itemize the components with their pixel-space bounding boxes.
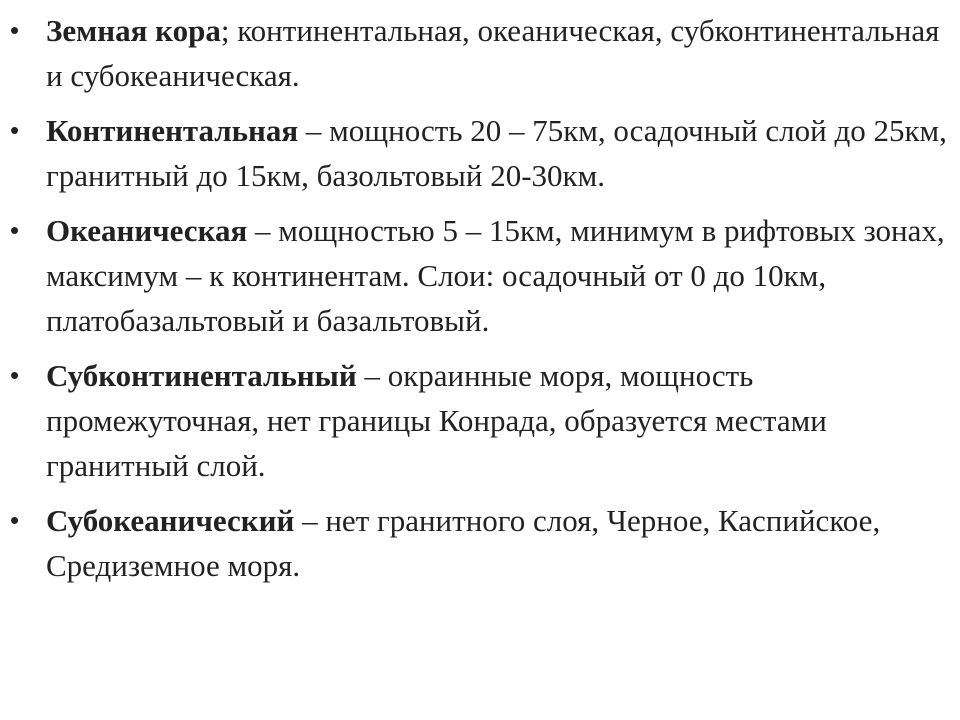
description-continental: – мощность 20 – 75км, осадочный слой до 25км, гранитный до 15км, базольтовый 20-30км. xyxy=(46,113,947,193)
bullet-icon: • xyxy=(10,215,20,245)
description-subcontinental: – окраинные моря, мощность промежуточная, нет границы Конрада, образуется местами гранитный слой. xyxy=(46,358,827,483)
bullet-icon: • xyxy=(10,15,20,45)
term-oceanic: Океаническая xyxy=(46,213,248,248)
term-continental: Континентальная xyxy=(46,113,299,148)
term-suboceanic: Субокеанический xyxy=(46,503,295,538)
bullet-list xyxy=(0,8,960,598)
description-oceanic: – мощностью 5 – 15км, минимум в рифтовых зонах, максимум – к континентам. Слои: осадочный от 0 до 10км, платобазальтовый и базальтовый. xyxy=(46,213,945,338)
term-subcontinental: Субконтинентальный xyxy=(46,358,357,393)
term-earth-crust: Земная кора xyxy=(46,13,221,48)
description-suboceanic: – нет гранитного слоя, Черное, Каспийское, Средиземное моря. xyxy=(46,503,881,583)
bullet-item-earth-crust xyxy=(0,8,960,98)
bullet-icon: • xyxy=(10,115,20,145)
description-earth-crust: ; континентальная, океаническая, субконтинентальная и субокеаническая. xyxy=(46,13,940,93)
bullet-item-suboceanic xyxy=(0,498,960,588)
bullet-item-subcontinental xyxy=(0,353,960,488)
bullet-item-continental xyxy=(0,108,960,198)
bullet-icon: • xyxy=(10,505,20,535)
bullet-icon: • xyxy=(10,360,20,390)
bullet-item-oceanic xyxy=(0,208,960,343)
